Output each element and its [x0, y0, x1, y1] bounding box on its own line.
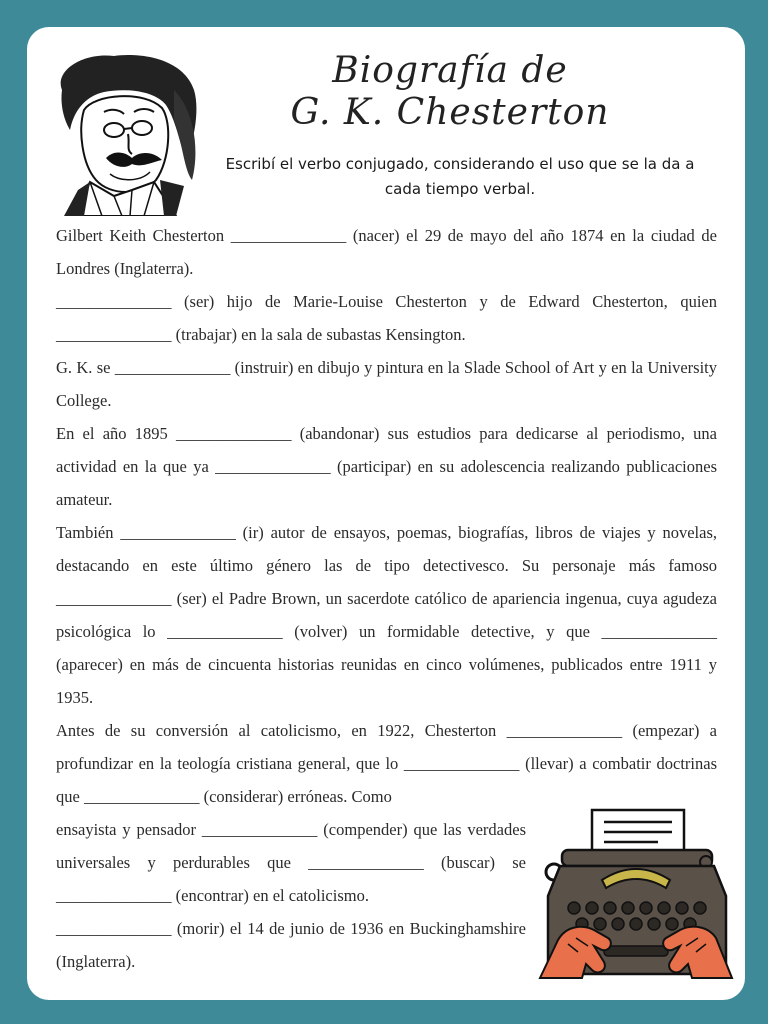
paragraph-8: ______________ (morir) el 14 de junio de 1936 en Buckinghamshire (Inglaterra). — [56, 919, 526, 971]
instruction-text: Escribí el verbo conjugado, considerando el uso que se la da a cada tiempo verbal. — [225, 155, 695, 198]
title-line-2: G. K. Chesterton — [290, 92, 610, 133]
paragraph-7: ensayista y pensador ______________ (compender) que las verdades universales y perdurables que ______________ (buscar) se ______________ (encontrar) en el catolicismo. — [56, 820, 526, 905]
chesterton-portrait-icon — [44, 50, 202, 216]
typewriter-icon — [538, 806, 734, 984]
paragraph-2: ______________ (ser) hijo de Marie-Louise Chesterton y de Edward Chesterton, quien ______________ (trabajar) en la sala de subastas Kensington. — [56, 292, 717, 344]
title-line-1: Biografía de — [332, 50, 568, 91]
paragraph-6: Antes de su conversión al catolicismo, en 1922, Chesterton ______________ (empezar) a profundizar en la teología cristiana general, que lo ______________ (llevar) a combatir doctrinas que ______________ (considerar) erróneas. Como — [56, 721, 717, 806]
paragraph-5: También ______________ (ir) autor de ensayos, poemas, biografías, libros de viajes y novelas, destacando en este último género las de tipo detectivesco. Su personaje más famoso ______________ (ser) el Padre Brown, un sacerdote católico de apariencia ingenua, cuya agudeza psicológica lo ______________ (volver) un formidable detective, y que ______________ (aparecer) en más de cincuenta historias reunidas en cinco volúmenes, publicados entre 1911 y 1935. — [56, 523, 717, 707]
page-title — [250, 50, 650, 134]
paragraph-3: G. K. se ______________ (instruir) en dibujo y pintura en la Slade School of Art y en la University College. — [56, 358, 717, 410]
paragraph-4: En el año 1895 ______________ (abandonar) sus estudios para dedicarse al periodismo, una actividad en la que ya ______________ (participar) en su adolescencia realizando publicaciones amateur. — [56, 424, 717, 509]
paragraph-1: Gilbert Keith Chesterton ______________ (nacer) el 29 de mayo del año 1874 en la ciudad de Londres (Inglaterra). — [56, 226, 717, 278]
